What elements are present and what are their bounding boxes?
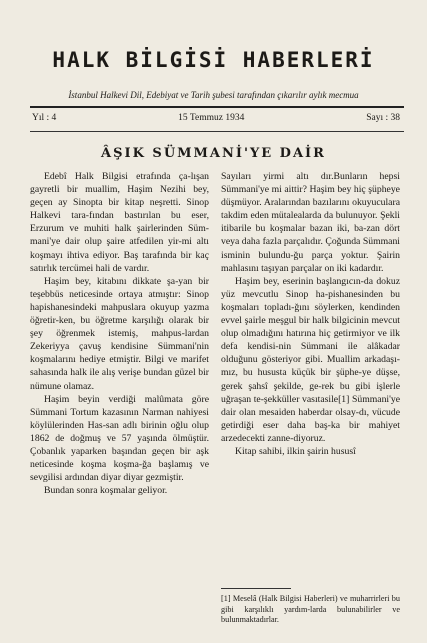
paragraph: Haşim beyin verdiği malûmata göre Sümmani Tortum kazasının Narman nahiyesi köylülerinden Has-san adlı birinin oğlu olup 1862 de doğmuş ve 57 yaşında ölmüştür. Çobanlık yaparken başından geçen bir aşk neticesinde koşma koşma-ğa başlamış ve sevgilisi ardından diyar diyar gezmiştir.: [30, 393, 209, 484]
left-column: [30, 170, 209, 497]
paragraph: Edebî Halk Bilgisi etrafında ça-lışan gayretli bir muallim, Haşim Nezihi bey, geçen ay Sinopta bir kitap neşretti. Sinop Halkevi tara-fından bastırılan bu eser, Erzurum ve muhiti halk şairlerinden Süm-mani'ye dair olup şaire atfedilen yir-mi altı koşmayı ihtiva ediyor. Baş tarafında bir kaç satırlık tercümei hali de vardır.: [30, 171, 209, 274]
footnote: [1] Meselâ (Halk Bilgisi Haberleri) ve muharrirleri bu gibi karşılıklı yardım-larda bulunabilirler ve bulunmaktadırlar.: [221, 594, 400, 624]
paragraph: Haşim bey, kitabını dikkate şa-yan bir teşebbüs neticesinde ortaya atmıştır: Sinop hapishanesindeki mahpuslara okuyup yazma öğretir-ken, bu öğretme karşılığı olarak bir şey öğrenmek istemiş, mahpus-lardan Zekeriyya çavuş kendisine Sümmani'nin koşmalarını hediye etmiştir. Bilgi ve marifet sahasında halk ile alış verişe bundan güzel bir nümune olamaz.: [30, 275, 209, 392]
issue-line: [32, 113, 400, 123]
paragraph: Bundan sonra koşmalar geliyor.: [44, 485, 168, 497]
footnote-rule: [221, 588, 291, 589]
paragraph: Sayıları yirmi altı dır.Bunların hepsi Sümmani'ye mi aittir? Haşim bey hiç şüpheye düşmüyor. Aralarından bazılarını okuyuculara takdim eden mütalealarda da bulunuyor. Şekli itibarile bu koşmalar bazan iki, ba-zan dört veya daha fazla parçalıdır. Çoğunda Sümmani isminin bulundu-ğu parça yoktur. Şairin mahlasını taşıyan parçalar on iki kadardır.: [221, 171, 400, 274]
issue-year: Yıl : 4: [32, 113, 57, 123]
bottom-rule: [30, 131, 404, 132]
right-column: [221, 170, 400, 458]
article-title: ÂŞIK SÜMMANİ'YE DAİR: [101, 146, 326, 161]
issue-date: 15 Temmuz 1934: [178, 113, 245, 123]
masthead-subtitle: İstanbul Halkevi Dil, Edebiyat ve Tarih şubesi tarafından çıkarılır aylık mecmua: [68, 90, 359, 100]
masthead-title: HALK BİLGİSİ HABERLERİ: [52, 48, 375, 72]
paragraph: Kitap sahibi, ilkin şairin hususî: [235, 445, 356, 457]
issue-number: Sayı : 38: [366, 113, 400, 123]
paragraph: Haşim bey, eserinin başlangıcın-da dokuz yüz mevcutlu Sinop ha-pishanesinden bu koşmaları topladı-ğını söylerken, kendinden evvel şairle meşgul bir halk bilgicinin mevcut olup olmadığını hatırına hiç getirmiyor ve ilk defa kendisi-nin Sümmani ile alâkadar olduğunu gösteriyor gibi. Muallim arkadaşı-mız, bu hususta küçük bir şüphe-ye düşse, gerek şahsî şekilde, ge-rek bu gibi işlerle uğraşan te-şekküller vasıtasile[1] Sümmani'ye dair olan mesaiden haberdar olsay-dı, vücude getirdiği eser daha baş-ka bir mahiyet arzedecekti zanne-diyoruz.: [221, 275, 400, 444]
top-rule: [30, 106, 404, 108]
